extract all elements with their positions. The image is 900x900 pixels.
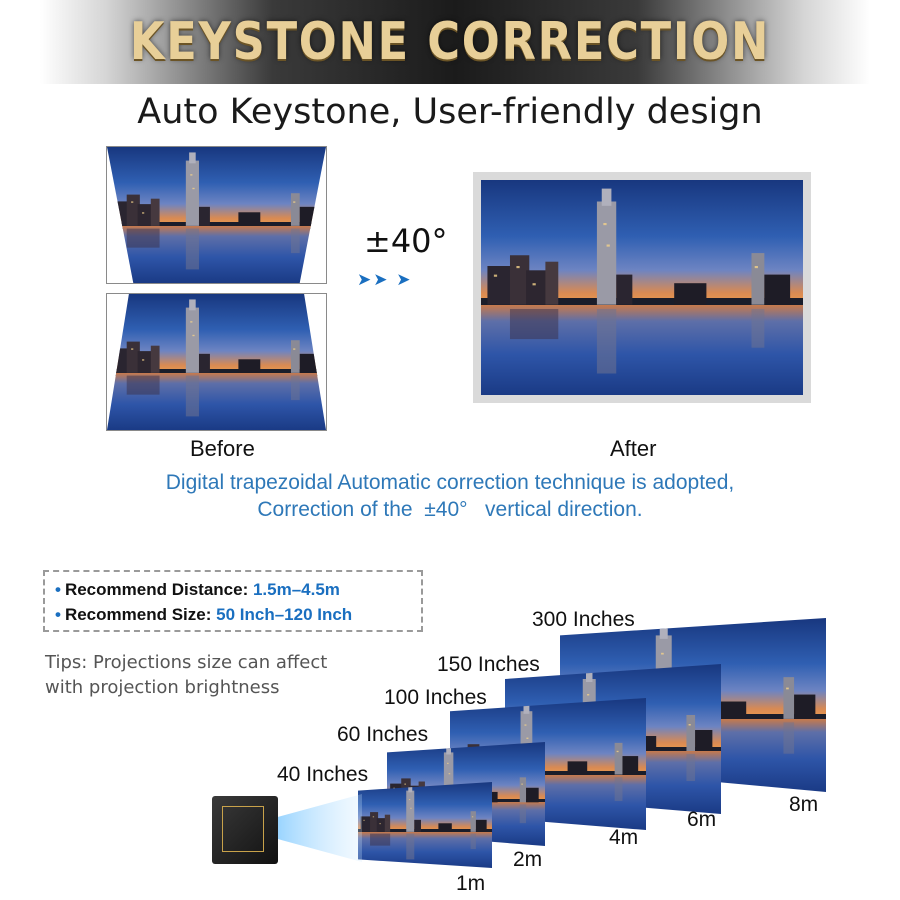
tips-line-2: with projection brightness <box>45 677 280 698</box>
projector-icon <box>212 796 278 864</box>
before-image-bottom <box>106 293 327 431</box>
description-line-1: Digital trapezoidal Automatic correction technique is adopted, <box>165 471 735 494</box>
bullet-icon: • <box>55 580 61 599</box>
distance-label-4m: 4m <box>609 826 639 849</box>
size-label-40: 40 Inches <box>277 763 369 786</box>
before-label: Before <box>190 436 255 461</box>
distance-label-6m: 6m <box>687 808 717 831</box>
after-image-frame <box>473 172 811 403</box>
recommend-size <box>55 605 352 625</box>
angle-label: ±40° <box>364 222 448 260</box>
recommend-size-value: 50 Inch–120 Inch <box>216 605 353 624</box>
distance-label-8m: 8m <box>789 793 819 816</box>
after-image <box>481 180 803 395</box>
tips-line-1: Tips: Projections size can affect <box>45 652 328 673</box>
correction-description <box>0 469 900 523</box>
recommend-distance <box>55 580 340 600</box>
after-label: After <box>610 436 657 461</box>
screen-40-inches <box>358 782 492 868</box>
distance-label-2m: 2m <box>513 848 543 871</box>
projector-beam <box>272 790 372 870</box>
bullet-icon: • <box>55 605 61 624</box>
page-subtitle: Auto Keystone, User-friendly design <box>137 92 763 132</box>
arrow-icons: ➤➤ ➤ <box>357 270 413 289</box>
projector-lens-panel <box>222 806 264 852</box>
recommend-size-label: Recommend Size: <box>64 605 212 624</box>
tips-text <box>45 650 385 700</box>
size-label-150: 150 Inches <box>437 653 540 676</box>
before-image-top <box>106 146 327 284</box>
size-label-300: 300 Inches <box>532 608 635 631</box>
recommend-distance-value: 1.5m–4.5m <box>252 580 340 599</box>
distance-label-1m: 1m <box>456 872 486 895</box>
size-label-100: 100 Inches <box>384 686 487 709</box>
description-line-2: Correction of the ±40° vertical direction. <box>257 498 643 521</box>
size-label-60: 60 Inches <box>337 723 429 746</box>
recommend-distance-label: Recommend Distance: <box>64 580 249 599</box>
page-title: KEYSTONE CORRECTION <box>129 12 771 72</box>
